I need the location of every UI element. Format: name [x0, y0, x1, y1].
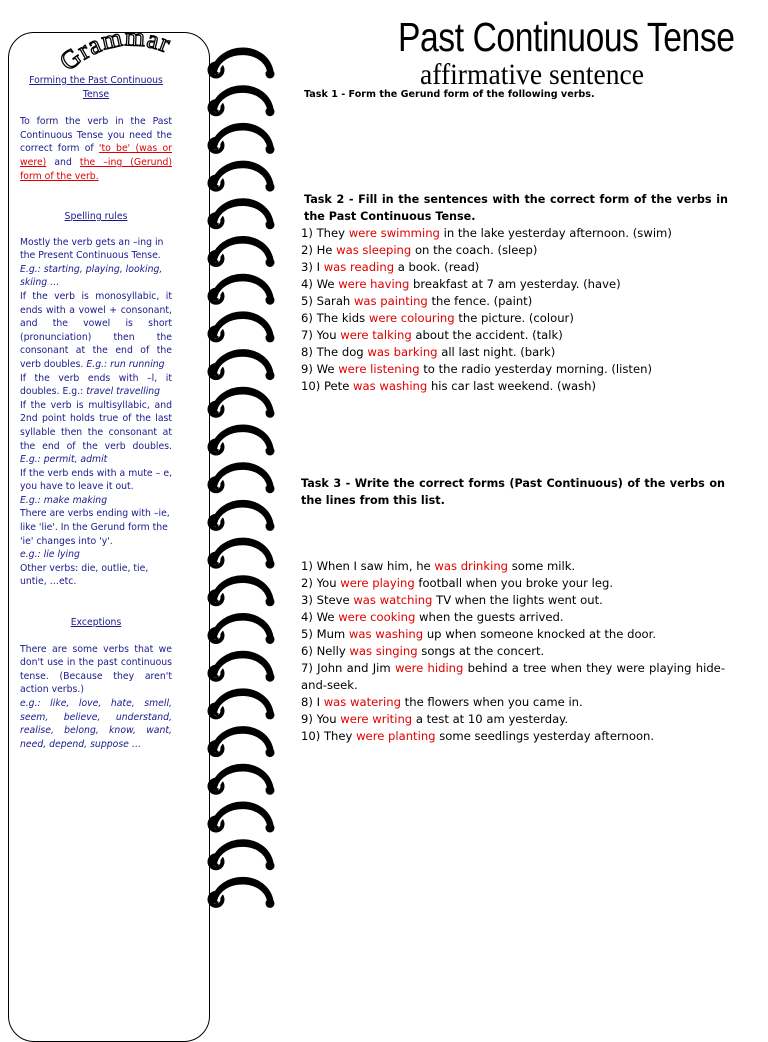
spelling-heading: Spelling rules — [64, 211, 128, 222]
forming-and: and — [54, 156, 72, 168]
sentence-item — [301, 225, 725, 242]
sentence-suffix: the fence. (paint) — [427, 294, 533, 308]
grammar-label: Grammar — [54, 22, 175, 77]
sentence-item — [301, 558, 725, 575]
sentence-suffix: football when you broke your leg. — [414, 576, 613, 590]
page-title: Past Continuous Tense — [398, 14, 735, 60]
spiral-ring — [210, 165, 275, 192]
answer-verb: were cooking — [338, 610, 416, 624]
spiral-ring — [210, 655, 275, 682]
spiral-ring — [210, 730, 275, 757]
spiral-ring — [210, 52, 275, 79]
answer-verb: were colouring — [368, 311, 455, 325]
sentence-suffix: all last night. (bark) — [437, 345, 556, 359]
sentence-item — [301, 660, 725, 694]
sentence-suffix: behind a tree when they were playing hide-and-seek. — [301, 661, 725, 692]
rule-3-example: travel travelling — [86, 386, 161, 398]
spiral-ring — [210, 806, 275, 833]
answer-verb: was singing — [349, 644, 418, 658]
exceptions-section — [20, 616, 172, 751]
sentence-suffix: the picture. (colour) — [454, 311, 574, 325]
sentence-prefix: 1) They — [301, 226, 349, 240]
answer-verb: was sleeping — [336, 243, 412, 257]
spiral-ring — [210, 768, 275, 795]
answer-verb: was washing — [353, 379, 428, 393]
forming-p1: To form the verb in the Past Continuous Tense you need the correct form of — [20, 116, 172, 155]
answer-verb: were swimming — [348, 226, 440, 240]
sentence-suffix: a test at 10 am yesterday. — [412, 712, 569, 726]
sentence-item — [301, 694, 725, 711]
spiral-ring — [210, 89, 275, 116]
sentence-suffix: in the lake yesterday afternoon. (swim) — [439, 226, 672, 240]
answer-verb: were playing — [340, 576, 415, 590]
exceptions-text: There are some verbs that we don't use in the past continuous tense. (Because they aren't action verbs.) — [20, 643, 172, 696]
spiral-ring — [210, 127, 275, 154]
sentence-prefix: 2) He — [301, 243, 337, 257]
sentence-item — [301, 361, 725, 378]
sentence-prefix: 6) Nelly — [301, 644, 350, 658]
answer-verb: were talking — [340, 328, 412, 342]
spiral-binding — [196, 40, 286, 940]
sentence-item — [301, 643, 725, 660]
rule-6-example: e.g.: lie lying — [20, 549, 80, 561]
answer-verb: were planting — [356, 729, 436, 743]
sentence-item — [301, 293, 725, 310]
forming-section — [20, 74, 172, 183]
sentence-prefix: 3) I — [301, 260, 324, 274]
forming-heading: Forming the Past Continuous Tense — [29, 75, 163, 100]
rule-3-text: If the verb ends with –l, it doubles. E.g.: — [20, 372, 172, 398]
sentence-suffix: on the coach. (sleep) — [411, 243, 538, 257]
rule-1-text: Mostly the verb gets an –ing in the Present Continuous Tense. — [20, 236, 164, 262]
exceptions-example — [20, 697, 172, 751]
sentence-suffix: to the radio yesterday morning. (listen) — [419, 362, 652, 376]
task3-heading: Task 3 - Write the correct forms (Past Continuous) of the verbs on the lines from this list. — [301, 477, 725, 507]
sentence-item — [301, 378, 725, 395]
spiral-ring — [210, 579, 275, 606]
rule-7: Other verbs: die, outlie, tie, untie, …etc. — [20, 562, 149, 588]
forming-to-be: 'to be' (was or were) — [20, 143, 172, 168]
rule-4 — [20, 399, 172, 467]
spiral-ring — [210, 542, 275, 569]
sentence-item — [301, 310, 725, 327]
sentence-item — [301, 242, 725, 259]
rule-5 — [20, 467, 172, 508]
rule-5-text: If the verb ends with a mute – e, you have to leave it out. — [20, 467, 172, 493]
answer-verb: was painting — [353, 294, 428, 308]
sentence-suffix: about the accident. (talk) — [411, 328, 563, 342]
sentence-item — [301, 626, 725, 643]
rule-1 — [20, 236, 172, 290]
sentence-suffix: the flowers when you came in. — [400, 695, 583, 709]
sentence-prefix: 4) We — [301, 610, 339, 624]
spiral-ring — [210, 240, 275, 267]
sentence-suffix: a book. (read) — [394, 260, 480, 274]
answer-verb: was watering — [323, 695, 401, 709]
spiral-ring — [210, 391, 275, 418]
task2-heading: Task 2 - Fill in the sentences with the correct form of the verbs in the Past Continuous Tense. — [304, 193, 728, 223]
answer-verb: was watching — [353, 593, 433, 607]
sentence-prefix: 3) Steve — [301, 593, 354, 607]
spiral-ring — [210, 202, 275, 229]
rule-3 — [20, 372, 172, 399]
rule-4-example: E.g.: permit, admit — [20, 454, 108, 466]
sentence-suffix: when the guests arrived. — [415, 610, 564, 624]
sentence-prefix: 8) I — [301, 695, 324, 709]
sentence-suffix: some milk. — [508, 559, 576, 573]
sentence-prefix: 5) Mum — [301, 627, 349, 641]
answer-verb: was reading — [323, 260, 395, 274]
task2-sentence-list — [301, 225, 725, 395]
sentence-item — [301, 728, 725, 745]
spiral-ring — [210, 278, 275, 305]
sentence-item — [301, 259, 725, 276]
spiral-ring — [210, 504, 275, 531]
answer-verb: was barking — [367, 345, 438, 359]
spiral-ring — [210, 617, 275, 644]
rule-6 — [20, 507, 172, 561]
answer-verb: were writing — [340, 712, 413, 726]
sentence-suffix: up when someone knocked at the door. — [423, 627, 657, 641]
sentence-prefix: 1) When I saw him, he — [301, 559, 435, 573]
rule-2-text: If the verb is monosyllabic, it ends with a vowel + consonant, and the vowel is short (pronunciation) then the consonant at the end of the verb doubles. — [20, 290, 172, 370]
sentence-item — [301, 575, 725, 592]
sentence-prefix: 8) The dog — [301, 345, 368, 359]
sentence-prefix: 5) Sarah — [301, 294, 354, 308]
sentence-item — [301, 609, 725, 626]
sentence-suffix: his car last weekend. (wash) — [427, 379, 597, 393]
sentence-prefix: 9) We — [301, 362, 339, 376]
sentence-prefix: 7) You — [301, 328, 341, 342]
answer-verb: was drinking — [434, 559, 509, 573]
spiral-ring — [210, 315, 275, 342]
rule-2-example: E.g.: run running — [86, 358, 165, 370]
rule-1-example: E.g.: starting, playing, looking, skiing … — [20, 263, 163, 289]
sentence-suffix: breakfast at 7 am yesterday. (have) — [409, 277, 621, 291]
spelling-section — [20, 210, 172, 589]
exceptions-heading: Exceptions — [70, 617, 122, 628]
forming-ing-form: the –ing (Gerund) form of the verb. — [20, 156, 172, 182]
spiral-ring — [210, 429, 275, 456]
forming-text — [20, 115, 172, 183]
spiral-ring — [210, 881, 275, 908]
sentence-prefix: 2) You — [301, 576, 341, 590]
sentence-item — [301, 592, 725, 609]
task1-heading: Task 1 - Form the Gerund form of the following verbs. — [304, 89, 595, 100]
answer-verb: were having — [338, 277, 410, 291]
answer-verb: was washing — [348, 627, 424, 641]
answer-verb: were hiding — [394, 661, 464, 675]
page-subtitle: affirmative sentence — [420, 58, 645, 91]
spiral-ring — [210, 692, 275, 719]
rule-6-text: There are verbs ending with –ie, like 'lie'. In the Gerund form the 'ie' changes into 'y'. — [20, 508, 170, 547]
sentence-item — [301, 327, 725, 344]
task3-sentence-list — [301, 558, 725, 745]
sentence-prefix: 9) You — [301, 712, 341, 726]
spiral-ring — [210, 353, 275, 380]
answer-verb: were listening — [338, 362, 420, 376]
sentence-prefix: 4) We — [301, 277, 339, 291]
sentence-suffix: some seedlings yesterday afternoon. — [435, 729, 655, 743]
spelling-rules — [20, 236, 172, 589]
rule-2 — [20, 290, 172, 372]
sentence-item — [301, 344, 725, 361]
sentence-item — [301, 276, 725, 293]
sentence-prefix: 7) John and Jim — [301, 661, 395, 675]
spiral-ring — [210, 843, 275, 870]
rule-4-text: If the verb is multisyllabic, and 2nd point holds true of the last syllable then the consonant at the end of the verb doubles. — [20, 399, 172, 452]
exceptions-verbs: e.g.: like, love, hate, smell, seem, believe, understand, realise, belong, know, want, need, depend, suppose … — [20, 697, 172, 750]
sentence-suffix: TV when the lights went out. — [432, 593, 603, 607]
sentence-prefix: 6) The kids — [301, 311, 369, 325]
sentence-prefix: 10) Pete — [301, 379, 354, 393]
sentence-prefix: 10) They — [301, 729, 357, 743]
spiral-ring — [210, 466, 275, 493]
sentence-suffix: songs at the concert. — [417, 644, 545, 658]
rule-5-example: E.g.: make making — [20, 494, 108, 506]
sentence-item — [301, 711, 725, 728]
svg-text:Grammar — [54, 22, 175, 76]
